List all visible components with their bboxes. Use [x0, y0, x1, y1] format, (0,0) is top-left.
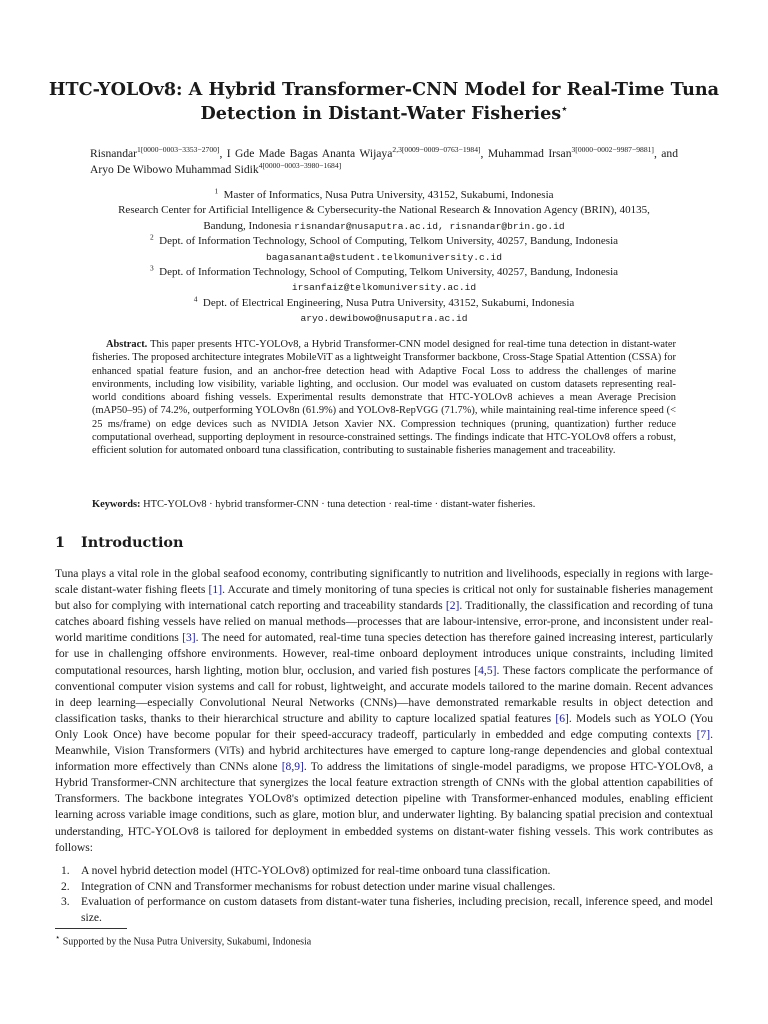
list-item: 2. Integration of CNN and Transformer mechanisms for robust detection under marine visual challenges.	[61, 879, 556, 893]
citation-link[interactable]: [6]	[555, 711, 569, 725]
author-name: Muhammad	[487, 147, 544, 160]
section-heading	[55, 534, 183, 551]
citation-link[interactable]: [7]	[696, 727, 711, 741]
email-address: bagasananta@student.telkomuniversity.c.id	[265, 251, 503, 263]
contribution-list	[55, 863, 713, 925]
abstract-label: Abstract.	[106, 339, 148, 350]
affiliation-line	[40, 250, 728, 265]
abstract-text: This paper presents HTC-YOLOv8, a Hybrid Transformer-CNN model designed for real-time tuna detection in distant-water fisheries. The proposed architecture integrates MobileViT as a lightweight Transformer backbone, Cross-Stage Spatial Attention (CSSA) for enhanced spatial feature fusion, and an anchor-free detection head with Adaptive Focal Loss to address the challenges of marine environments, including low visibility, variable lighting, and occlusion. Our model was evaluated on custom datasets representing real-world conditions aboard fishing vessels. Experimental results demonstrate that HTC-YOLOv8 achieves a mean Average Precision (mAP50–95) of 74.2%, outperforming YOLOv8n (61.9%) and YOLOv8-RepVGG (71.7%), while maintaining real-time inference speed (< 25 ms/frame) on edge devices such as NVIDIA Jetson Xavier NX. Compression techniques (pruning, quantization) further reduce computational overhead, supporting deployment in resource-constrained settings. The findings indicate that HTC-YOLOv8 offers a robust, efficient solution for automated onboard tuna classification, contributing to sustainable fisheries management and traceability.	[92, 339, 676, 457]
abstract	[92, 338, 676, 458]
email-address: aryo.dewibowo@nusaputra.ac.id	[300, 313, 468, 325]
affiliation-line: $^1$ Master of Informatics, Nusa Putra University, 43152, Sukabumi, Indonesia	[214, 186, 554, 201]
citation-link[interactable]: [4,5]	[474, 663, 497, 677]
author-orcid: 4[0000−0003−3980−1684]	[258, 161, 342, 171]
introduction-paragraph: Tuna plays a vital role in the global seafood economy, contributing significantly to nutrition and livelihoods, especially in regions with large-scale distant-water fishing fleets [1]. Accurate and timely monitoring of tuna species is critical not only for sustainable fisheries management but also for complying with international catch reporting and traceability standards [2]. Traditionally, the classification and recording of tuna catches aboard fishing vessels have relied on manual methods—processes that are labour-intensive, error-prone, and inconsistent under real-world maritime conditions [3]. The need for automated, real-time tuna species detection has therefore gained increasing interest, particularly for use in challenging offshore environments. However, real-time onboard deployment introduces unique constraints, including limited computational resources, harsh lighting, motion blur, occlusion, and varied fish postures [4,5]. These factors complicate the performance of conventional computer vision systems and call for robust, lightweight, and accurate models tailored to the marine domain. Recent advances in deep learning—especially Convolutional Neural Networks (CNNs)—have demonstrated remarkable results in object detection and classification tasks, thanks to their hierarchical structure and ability to capture localized spatial features [6]. Models such as YOLO (You Only Look Once) have become popular for their speed-accuracy tradeoff, particularly in embedded and edge computing contexts [7]. Meanwhile, Vision Transformers (ViTs) and hybrid architectures have emerged to capture long-range dependencies and global contextual information more effectively than CNNs alone [8,9]. To address the limitations of single-model paradigms, we propose HTC-YOLOv8, a Hybrid Transformer-CNN architecture that synergizes the local feature extraction strength of CNNs with the global attention capabilities of Transformers. The backbone integrates YOLOv8's optimized detection pipeline with Transformer-enhanced modules, enabling efficient learning across variable image conditions, such as glare, motion blur, and underwater lighting. By balancing spatial precision and contextual understanding, HTC-YOLOv8 is tailored for deployment in embedded systems on distant-water fishing vessels. This work contributes as follows:	[55, 567, 714, 854]
keywords-text: HTC-YOLOv8 · hybrid transformer-CNN · tuna detection · real-time · distant-water fisheries.	[143, 499, 536, 510]
affiliation-line: $^3$ Dept. of Information Technology, School of Computing, Telkom University, 40257, Bandung, Indonesia	[149, 263, 619, 279]
title-footnote-mark: ⋆	[561, 104, 568, 116]
footnote-mark: ⋆	[55, 933, 61, 942]
title-line-2: Detection in Distant-Water Fisheries	[200, 103, 562, 124]
citation-link[interactable]: [3]	[182, 631, 196, 645]
affiliation-line	[40, 280, 728, 295]
author-orcid: 1[0000−0003−3353−2700]	[137, 145, 220, 155]
email-address: risnandar@nusaputra.ac.id, risnandar@brin.go.id	[294, 220, 565, 232]
footnote-text: Supported by the Nusa Putra University, Sukabumi, Indonesia	[62, 936, 312, 948]
keywords-label: Keywords:	[92, 499, 141, 510]
title-line-1: HTC-YOLOv8: A Hybrid Transformer-CNN Model for Real-Time Tuna	[48, 79, 720, 100]
affiliation-line: Bandung, Indonesia risnandar@nusaputra.ac.id, risnandar@brin.go.id	[203, 219, 565, 232]
author-orcid: 2,3[0009−0009−0763−1984]	[392, 145, 481, 155]
affiliation-line: $^2$ Dept. of Information Technology, School of Computing, Telkom University, 40257, Bandung, Indonesia	[149, 232, 619, 248]
author-name: Risnandar	[90, 147, 138, 160]
affiliation-line: Research Center for Artificial Intelligence & Cybersecurity-the National Research & Innovation Agency (BRIN), 40135,	[118, 204, 650, 217]
author-name: Irsan	[548, 147, 572, 160]
author-name: I Gde Made Bagas Ananta Wijaya	[226, 147, 393, 160]
citation-link[interactable]: [1]	[208, 583, 223, 597]
affiliation-line: $^4$ Dept. of Electrical Engineering, Nusa Putra University, 43152, Sukabumi, Indonesia	[193, 294, 575, 309]
footnote	[55, 931, 311, 948]
affiliation-line	[40, 311, 728, 326]
citation-link[interactable]: [8,9]	[281, 760, 304, 774]
footnote-divider	[55, 928, 127, 929]
keywords	[92, 498, 676, 511]
author-name: Aryo De Wibowo Muhammad Sidik	[90, 163, 259, 176]
list-item: 1. A novel hybrid detection model (HTC-YOLOv8) optimized for real-time onboard tuna classification.	[61, 864, 551, 877]
email-address: irsanfaiz@telkomuniversity.ac.id	[291, 282, 477, 294]
section-title: Introduction	[81, 534, 184, 551]
paper-title	[40, 78, 728, 126]
list-item: 3. Evaluation of performance on custom datasets from distant-water tuna fisheries, including precision, recall, inference speed, and model size.	[61, 895, 713, 924]
author-list: Risnandar$^{1[0000-0003-3353-2700]}$, I Gde Made Bagas Ananta Wijaya$^{2,3[0009-0009-0763-1984]}$, Muhammad Irsan$^{3[0000-0002-9987-9881]}$, and Aryo De Wibowo Muhammad Sidik$^{4[0000-0003-3980-1684]}$	[90, 145, 679, 176]
section-number: 1	[55, 534, 66, 551]
affiliations	[40, 188, 728, 327]
citation-link[interactable]: [2]	[445, 599, 460, 613]
author-conjunction: and	[661, 147, 679, 160]
author-orcid: 3[0000−0002−9987−9881]	[571, 145, 654, 155]
